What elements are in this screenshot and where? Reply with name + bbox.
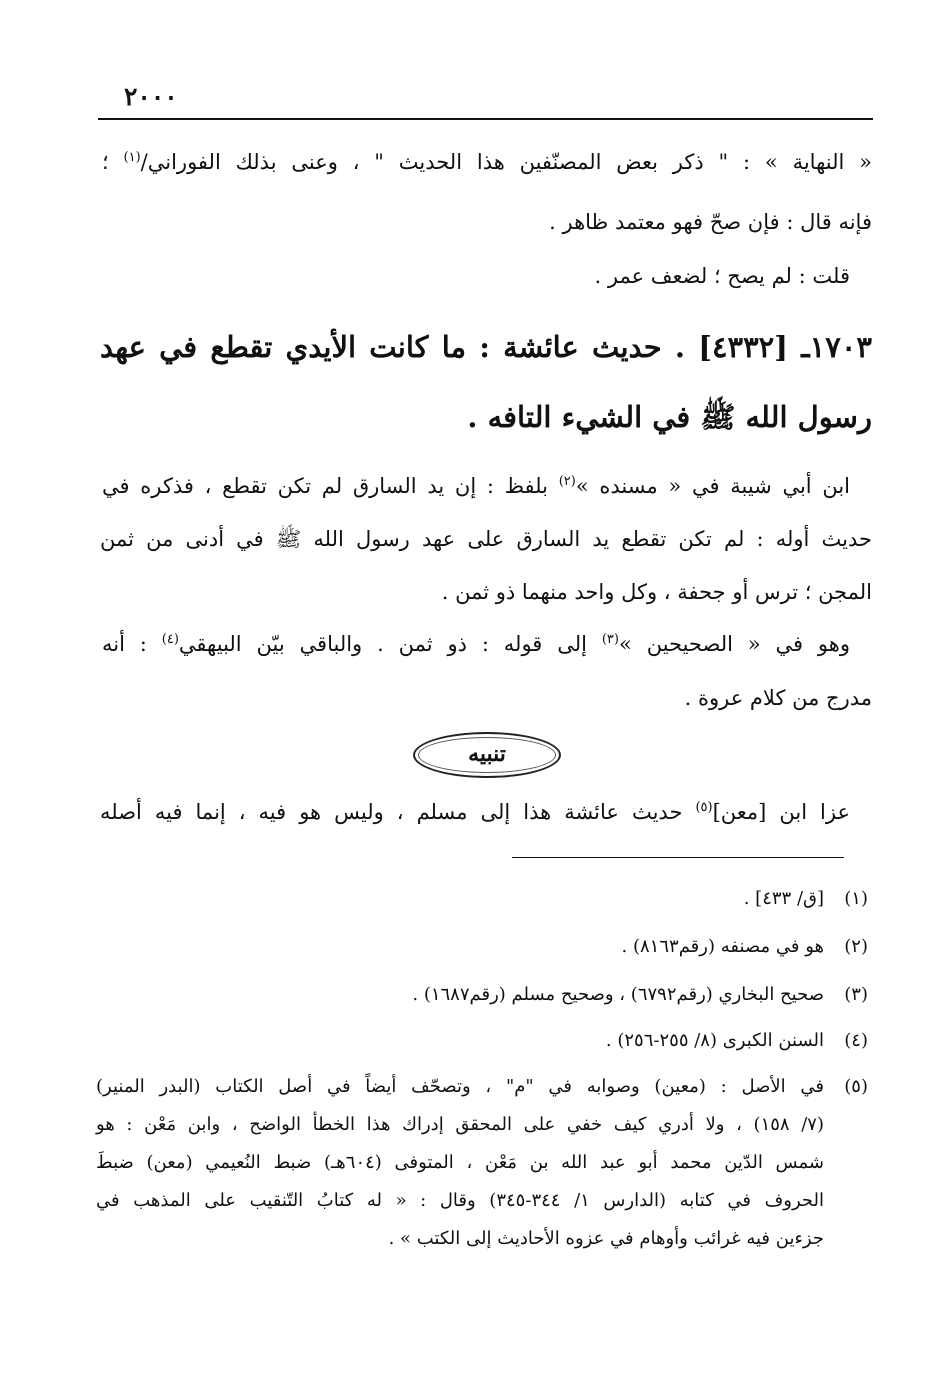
- footnote-ref-1[interactable]: (١): [123, 150, 141, 165]
- footnote-text-line: (٧/ ١٥٨) ، ولا أدري كيف خفي على المحقق إدراك هذا الخطأ الواضح ، وابن مَعْن : هو: [96, 1114, 824, 1135]
- paragraph-2-line-1: وهو في « الصحيحين »$^{(٣)}$ إلى قوله : ذو ثمن . والباقي بيّن البيهقي$^{(٤)}$ : أنه: [102, 632, 850, 656]
- footnote-text-line: جزءين فيه غرائب وأوهام في عزوه الأحاديث إلى الكتب » .: [388, 1228, 824, 1249]
- intro-line-3: قلت : لم يصح ؛ لضعف عمر .: [594, 264, 850, 288]
- heading-line-1: ١٧٠٣ـ [٤٣٣٢] . حديث عائشة : ما كانت الأيدي تقطع في عهد: [100, 330, 872, 364]
- intro-paragraph: [100, 150, 872, 300]
- paragraph-1-line-1: ابن أبي شيبة في « مسنده »$^{(٢)}$ بلفظ : إن يد السارق لم تكن تقطع ، فذكره في: [102, 474, 850, 498]
- footnote-ref-5[interactable]: (٥): [695, 800, 713, 815]
- footnote-text: [ق/ ٤٣٣] .: [743, 888, 824, 909]
- footnote-text-line: في الأصل : (معين) وصوابه في "م" ، وتصحّف أيضاً في أصل الكتاب (البدر المنير): [96, 1076, 824, 1097]
- hadith-heading: [100, 330, 872, 440]
- paragraph-1: [100, 474, 872, 624]
- footnote-number: (٥): [844, 1076, 868, 1097]
- notice-line-1: عزا ابن [معن]$^{(٥)}$ حديث عائشة هذا إلى مسلم ، وليس هو فيه ، إنما فيه أصله: [100, 800, 850, 824]
- footnote-text-line: شمس الدّين محمد أبو عبد الله بن مَعْن ، المتوفى (٦٠٤هـ) ضبط النُعيمي (معن) ضبطَ: [96, 1152, 824, 1173]
- header-rule: [98, 118, 873, 120]
- footnotes: [96, 888, 868, 1288]
- intro-line-1: « النهاية » : " ذكر بعض المصنّفين هذا الحديث " ، وعنى بذلك الفوراني/$^{(١)}$ ؛: [102, 150, 872, 174]
- paragraph-2-line-2: مدرج من كلام عروة .: [684, 686, 872, 710]
- notice-title-ornament: [413, 732, 561, 778]
- paragraph-1-line-2: حديث أوله : لم تكن تقطع يد السارق على عهد رسول الله ﷺ في أدنى من ثمن: [100, 527, 872, 551]
- notice-title: تنبيه: [468, 741, 506, 767]
- footnote-number: (٣): [844, 984, 868, 1005]
- footnote-text: هو في مصنفه (رقم٨١٦٣) .: [621, 936, 824, 957]
- notice-paragraph: [100, 800, 872, 840]
- footnote-separator: [512, 857, 844, 858]
- footnote-number: (٤): [844, 1030, 868, 1051]
- page-number: ٢٠٠٠: [124, 82, 178, 111]
- footnote-number: (٢): [844, 936, 868, 957]
- intro-line-2: فإنه قال : فإن صحّ فهو معتمد ظاهر .: [549, 210, 872, 234]
- footnote-ref-4[interactable]: (٤): [161, 632, 179, 647]
- heading-line-2: رسول الله ﷺ في الشيء التافه .: [467, 400, 872, 434]
- footnote-ref-2[interactable]: (٢): [558, 474, 576, 489]
- footnote-text: صحيح البخاري (رقم٦٧٩٢) ، وصحيح مسلم (رقم١٦٨٧) .: [412, 984, 824, 1005]
- footnote-text-line: الحروف في كتابه (الدارس ١/ ٣٤٤-٣٤٥) وقال : « له كتابُ التّنقيب على المذهب في: [96, 1190, 824, 1211]
- footnote-ref-3[interactable]: (٣): [601, 632, 619, 647]
- footnote-text: السنن الكبرى (٨/ ٢٥٥-٢٥٦) .: [605, 1030, 824, 1051]
- paragraph-2: [100, 632, 872, 722]
- paragraph-1-line-3: المجن ؛ ترس أو جحفة ، وكل واحد منهما ذو ثمن .: [441, 580, 872, 604]
- footnote-number: (١): [844, 888, 868, 909]
